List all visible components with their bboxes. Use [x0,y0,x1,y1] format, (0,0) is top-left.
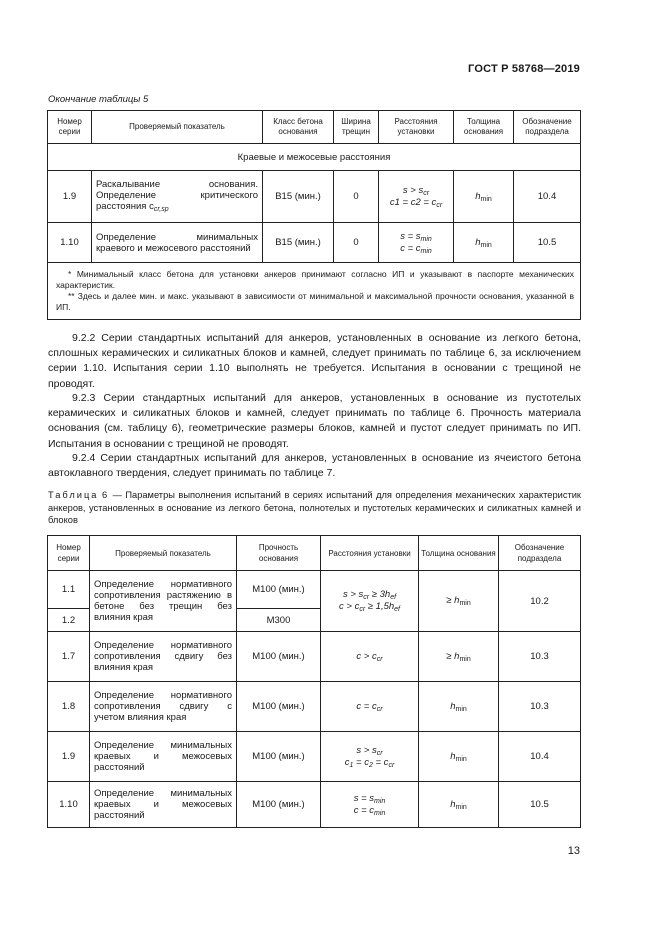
table6-caption: Таблица 6 — Параметры выполнения испытаний в сериях испытаний для определения механических характеристик анкеров, установленных в основание из легкого бетона, полнотелых и пустотелых керамических и силикатных камней и блоков [48,490,582,525]
paragraph-9-2-3: 9.2.3 Серии стандартных испытаний для анкеров, установленных в основание из пустотелых керамических и силикатных блоков и камней, следует принимать по таблице 6. Прочность материала основания (см. таблицу 6), геометрические размеры блоков, камней и пустот следует принимать по ИП. Испытания в основании с трещиной не проводят. [48,392,581,450]
indicator-cell: Определение минимальных краевых и межосевых расстояний [90,782,237,828]
series-number: 1.2 [48,609,90,632]
header-cell: Расстояния установки [379,111,454,144]
paragraph-9-2-4: 9.2.4 Серии стандартных испытаний для анкеров, установленных в основание из ячеистого бетона автоклавного твердения, следует принимать по таблице 7. [48,452,581,480]
thickness-cell: $h_{min}$ [419,682,499,732]
indicator-cell: Определение нормативного сопротивления сдвигу с учетом влияния края [90,682,237,732]
header-cell: Номер серии [48,111,92,144]
subsection-cell: 10.2 [499,571,581,632]
distances-cell: $s > s_{cr}$ $c1 = c2 = c_{cr}$ [379,171,454,223]
subsection-cell: 10.3 [499,682,581,732]
series-number: 1.10 [48,223,92,263]
strength-cell: М100 (мин.) [237,782,321,828]
thickness-cell: $h_{min}$ [454,223,514,263]
table-header-row [48,536,581,571]
concrete-class: B15 (мин.) [263,223,334,263]
thickness-cell: ≥ $h_{min}$ [419,571,499,632]
table-row [48,171,581,223]
table-row [48,782,581,828]
subsection-cell: 10.4 [514,171,581,223]
thickness-cell: ≥ $h_{min}$ [419,632,499,682]
subsection-cell: 10.5 [499,782,581,828]
header-cell: Толщина основания [454,111,514,144]
series-number: 1.7 [48,632,90,682]
distances-cell: $c = c_{cr}$ [321,682,419,732]
concrete-class: B15 (мин.) [263,171,334,223]
subsection-cell: 10.5 [514,223,581,263]
strength-cell: М300 [237,609,321,632]
distances-cell: $s = s_{min}$ $c = c_{min}$ [321,782,419,828]
header-cell: Расстояния установки [321,536,419,571]
table-header-row [48,111,581,144]
crack-width: 0 [334,223,379,263]
notes-row [48,263,581,320]
distances-cell: $s > s_{cr} \ge 3h_{ef}$ $c > c_{cr} \ge 1,5h_{ef}$ [321,571,419,632]
notes-cell [48,263,581,320]
distances-cell: $s = s_{min}$ $c = c_{min}$ [379,223,454,263]
series-number: 1.1 [48,571,90,609]
header-cell: Обозначение подраздела [514,111,581,144]
section-title: Краевые и межосевые расстояния [48,144,581,171]
series-number: 1.9 [48,732,90,782]
header-cell: Обозначение подраздела [499,536,581,571]
strength-cell: М100 (мин.) [237,632,321,682]
thickness-cell: $h_{min}$ [419,732,499,782]
indicator-cell: Определение минимальных краевого и межосевого расстояний [92,223,263,263]
subsection-cell: 10.3 [499,632,581,682]
footnote: ** Здесь и далее мин. и макс. указывают в зависимости от минимальной и максимальной прочности основания, указанной в ИП. [56,291,574,312]
table-6 [47,535,581,828]
table-row [48,571,581,609]
distances-cell: $c > c_{cr}$ [321,632,419,682]
series-number: 1.10 [48,782,90,828]
page-number: 13 [567,845,580,857]
header-cell: Толщина основания [419,536,499,571]
table-5 [47,110,581,320]
table-row [48,732,581,782]
table-row [48,682,581,732]
table-row [48,223,581,263]
indicator-cell: Определение нормативного сопротивления растяжению в бетоне без трещин без влияния края [90,571,237,632]
header-cell: Прочность основания [237,536,321,571]
header-cell: Ширина трещин [334,111,379,144]
series-number: 1.9 [48,171,92,223]
table5-caption: Окончание таблицы 5 [48,94,149,105]
header-cell: Проверяемый показатель [92,111,263,144]
thickness-cell: $h_{min}$ [419,782,499,828]
indicator-cell: Раскалывание основания. Определение критического расстояния $c_{cr,sp}$ [92,171,263,223]
strength-cell: М100 (мин.) [237,571,321,609]
distances-cell: $s > s_{cr}$ $c_1 = c_2 = c_{cr}$ [321,732,419,782]
document-number: ГОСТ Р 58768—2019 [468,63,580,75]
header-cell: Проверяемый показатель [90,536,237,571]
thickness-cell: $h_{min}$ [454,171,514,223]
header-cell: Номер серии [48,536,90,571]
strength-cell: М100 (мин.) [237,682,321,732]
header-cell: Класс бетона основания [263,111,334,144]
indicator-cell: Определение нормативного сопротивления сдвигу без влияния края [90,632,237,682]
indicator-cell: Определение минимальных краевых и межосевых расстояний [90,732,237,782]
section-row [48,144,581,171]
footnote: * Минимальный класс бетона для установки анкеров принимают согласно ИП и указывают в паспорте механических характеристик. [56,269,574,290]
crack-width: 0 [334,171,379,223]
series-number: 1.8 [48,682,90,732]
subsection-cell: 10.4 [499,732,581,782]
strength-cell: М100 (мин.) [237,732,321,782]
paragraph-9-2-2: 9.2.2 Серии стандартных испытаний для анкеров, установленных в основание из легкого бетона, сплошных керамических и силикатных блоков и камней, следует принимать по таблице 6, за исключением серии 1.10. Испытания серии 1.10 выполнять не требуется. Испытания в основании с трещиной не проводят. [48,332,581,390]
table-row [48,632,581,682]
